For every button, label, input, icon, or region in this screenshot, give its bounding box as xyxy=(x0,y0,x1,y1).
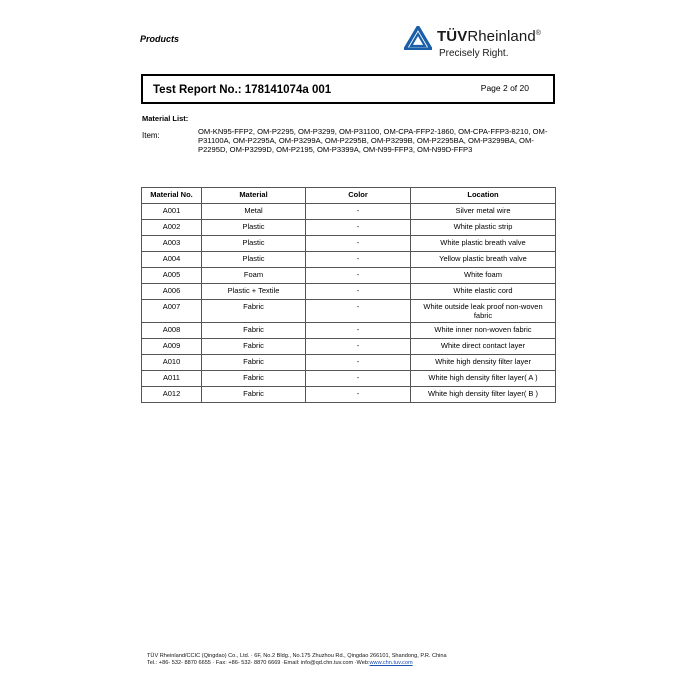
table-row xyxy=(142,371,556,387)
table-header-row xyxy=(142,188,556,204)
cell-material-no: A008 xyxy=(142,323,202,339)
triangle-logo-icon xyxy=(404,26,432,50)
table-row xyxy=(142,252,556,268)
table-row xyxy=(142,339,556,355)
footer-web-link[interactable]: www.chn.tuv.com xyxy=(369,660,413,666)
cell-color: - xyxy=(306,371,411,387)
cell-location: White direct contact layer xyxy=(411,339,556,355)
footer xyxy=(147,653,447,667)
cell-material: Fabric xyxy=(202,355,306,371)
item-models-text: OM-KN95-FFP2, OM-P2295, OM-P3299, OM-P31100, OM-CPA-FFP2-1860, OM-CPA-FFP3-8210, OM-P31100A, OM-P2295A, OM-P3299A, OM-P2295B, OM-P3299B, OM-P2295BA, OM-P3299BA, OM-P2295D, OM-P3299D, OM-P2195, OM-P3399A, OM-N99-FFP3, OM-N99D-FFP3 xyxy=(198,127,548,155)
cell-color: - xyxy=(306,268,411,284)
section-label: Products xyxy=(140,34,180,44)
cell-color: - xyxy=(306,339,411,355)
footer-address: TÜV Rheinland/CCIC (Qingdao) Co., Ltd. · 6F, No.2 Bldg., No.175 Zhuzhou Rd., Qingdao 266101, Shandong, P.R. China xyxy=(147,653,447,659)
cell-location: White high density filter layer( B ) xyxy=(411,387,556,403)
cell-color: - xyxy=(306,323,411,339)
cell-material-no: A002 xyxy=(142,220,202,236)
header-color: Color xyxy=(306,188,411,204)
cell-material: Fabric xyxy=(202,300,306,323)
cell-material: Plastic xyxy=(202,236,306,252)
cell-color: - xyxy=(306,300,411,323)
table-row xyxy=(142,355,556,371)
cell-location: White high density filter layer xyxy=(411,355,556,371)
table-row xyxy=(142,220,556,236)
header-material: Material xyxy=(202,188,306,204)
material-table xyxy=(141,187,556,403)
cell-material-no: A009 xyxy=(142,339,202,355)
table-row xyxy=(142,284,556,300)
cell-material: Fabric xyxy=(202,387,306,403)
cell-material: Fabric xyxy=(202,371,306,387)
table-body xyxy=(142,204,556,403)
cell-location: White foam xyxy=(411,268,556,284)
cell-material-no: A003 xyxy=(142,236,202,252)
cell-material: Metal xyxy=(202,204,306,220)
cell-material-no: A011 xyxy=(142,371,202,387)
table-row xyxy=(142,323,556,339)
tuv-logo xyxy=(404,24,564,64)
cell-color: - xyxy=(306,252,411,268)
cell-material: Plastic xyxy=(202,220,306,236)
item-label: Item: xyxy=(142,131,160,140)
cell-location: White high density filter layer( A ) xyxy=(411,371,556,387)
cell-material-no: A010 xyxy=(142,355,202,371)
cell-material-no: A006 xyxy=(142,284,202,300)
cell-color: - xyxy=(306,284,411,300)
cell-material: Fabric xyxy=(202,323,306,339)
cell-location: Silver metal wire xyxy=(411,204,556,220)
footer-contact: Tel.: +86- 532- 8870 6655 · Fax: +86- 532- 8870 6669 ·Email: info@qd.chn.tuv.com ·Web:www.chn.tuv.com xyxy=(147,660,413,666)
cell-location: White plastic breath valve xyxy=(411,236,556,252)
cell-location: White elastic cord xyxy=(411,284,556,300)
cell-color: - xyxy=(306,220,411,236)
cell-color: - xyxy=(306,387,411,403)
material-list-label: Material List: xyxy=(142,114,189,123)
report-header-box xyxy=(141,74,555,104)
cell-material: Plastic + Textile xyxy=(202,284,306,300)
cell-location: Yellow plastic breath valve xyxy=(411,252,556,268)
cell-color: - xyxy=(306,204,411,220)
report-title: Test Report No.: 178141074a 001 xyxy=(153,84,332,96)
header-location: Location xyxy=(411,188,556,204)
cell-location: White outside leak proof non-woven fabric xyxy=(411,300,556,323)
cell-material-no: A012 xyxy=(142,387,202,403)
cell-material: Plastic xyxy=(202,252,306,268)
page-number: Page 2 of 20 xyxy=(480,83,529,93)
logo-tagline: Precisely Right. xyxy=(439,48,509,59)
cell-material: Fabric xyxy=(202,339,306,355)
cell-material-no: A001 xyxy=(142,204,202,220)
cell-material-no: A007 xyxy=(142,300,202,323)
header-material-no: Material No. xyxy=(142,188,202,204)
table-row xyxy=(142,300,556,323)
table-row xyxy=(142,236,556,252)
table-row xyxy=(142,268,556,284)
cell-material-no: A004 xyxy=(142,252,202,268)
table-row xyxy=(142,387,556,403)
cell-color: - xyxy=(306,236,411,252)
cell-location: White inner non-woven fabric xyxy=(411,323,556,339)
cell-location: White plastic strip xyxy=(411,220,556,236)
cell-color: - xyxy=(306,355,411,371)
logo-brand: TÜVRheinland® xyxy=(437,28,542,45)
cell-material: Foam xyxy=(202,268,306,284)
cell-material-no: A005 xyxy=(142,268,202,284)
table-row xyxy=(142,204,556,220)
